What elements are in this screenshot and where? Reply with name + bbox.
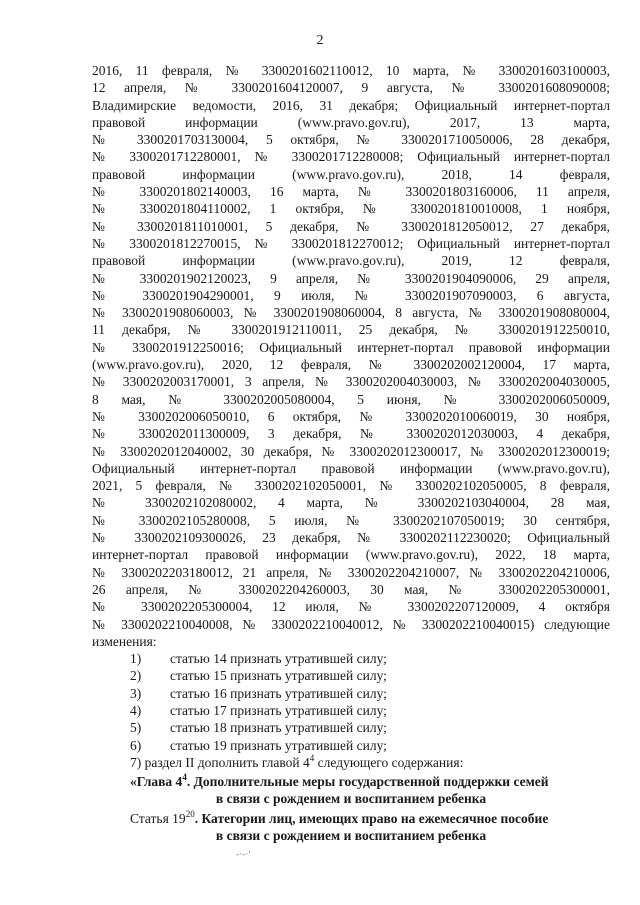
text-line: № 3300202203180012, 21 апреля, № 3300202204210007, № 3300202204210006, [92,564,610,580]
text-line: № 3300201902120023, 9 апреля, № 3300201904090006, 29 апреля, [92,270,610,286]
article-heading-line-2: в связи с рождением и воспитанием ребенка [215,828,487,844]
list-item-number: 4) [130,702,142,718]
text-line: № 3300202003170001, 3 апреля, № 3300202004030003, № 3300202004030005, [92,374,610,390]
paragraph-last-line: изменения: [92,633,157,649]
text-line: 26 апреля, № 3300202204260003, 30 мая, № 3300202205300001, [92,581,610,597]
text-line: № 3300202006050010, 6 октября, № 3300202010060019, 30 ноября, [92,408,610,424]
text-line: № 3300202102080002, 4 марта, № 3300202103040004, 28 мая, [92,495,610,511]
item-7-text-end: следующего содержания: [314,754,464,770]
text-line: № 3300201703130004, 5 октября, № 3300201710050006, 28 декабря, [92,132,610,148]
chapter-heading [92,773,610,808]
text-line: № 3300201804110002, 1 октября, № 3300201810010008, 1 ноября, [92,201,610,217]
text-line: № 3300202011300009, 3 декабря, № 3300202012030003, 4 декабря, [92,426,610,442]
article-heading [92,810,610,845]
text-line: (www.pravo.gov.ru), 2020, 12 февраля, № 3300202002120004, 17 марта, [92,357,610,373]
text-line: № 3300201712280001, № 3300201712280008; Официальный интернет-портал [92,149,610,165]
page-number: 2 [316,33,324,48]
item-7-line [92,754,610,771]
text-line: правовой информации (www.pravo.gov.ru), 2017, 13 марта, [92,114,610,130]
list-item [92,667,610,684]
text-line: 2021, 5 февраля, № 3300202102050001, № 3300202102050005, 8 февраля, [92,478,610,494]
chapter-sup: 4 [182,772,187,783]
text-line: № 3300201908060003, № 3300201908060004, 8 августа, № 3300201908080004, [92,305,610,321]
list-item-text: статью 14 признать утратившей силу; [170,651,387,667]
article-heading-line-1 [92,810,610,827]
sources-paragraph [92,62,610,633]
list-item-text: статью 15 признать утратившей силу; [170,668,387,684]
list-item-number: 1) [130,651,142,667]
text-line: № 3300201912250016; Официальный интернет-портал правовой информации [92,339,610,355]
chapter-title: . Дополнительные меры государственной поддержки семей [186,774,549,790]
list-item-number: 5) [130,720,142,736]
list-item-text: статью 17 признать утратившей силу; [170,702,387,718]
text-line: № 3300202105280008, 5 июля, № 3300202107050019; 30 сентября, [92,512,610,528]
item-7-text: 7) раздел II дополнить главой 4 [130,754,310,770]
list-item-number: 2) [130,668,142,684]
text-line: № 3300201904290001, 9 июля, № 3300201907090003, 6 августа, [92,287,610,303]
text-line: Владимирские ведомости, 2016, 31 декабря; Официальный интернет-портал [92,97,610,113]
text-line: № 3300202012040002, 30 декабря, № 3300202012300017, № 3300202012300019; [92,443,610,459]
chapter-prefix: «Глава 4 [130,774,183,790]
list-item [92,685,610,702]
list-item-text: статью 16 признать утратившей силу; [170,685,387,701]
amendments-list [92,650,610,754]
text-line: интернет-портал правовой информации (www.pravo.gov.ru), 2022, 18 марта, [92,547,610,563]
item-7-sup: 4 [309,752,315,763]
list-item [92,719,610,736]
text-line: Официальный интернет-портал правовой информации (www.pravo.gov.ru), [92,460,610,476]
list-item [92,650,610,667]
text-line: 11 декабря, № 3300201912110011, 25 декабря, № 3300201912250010, [92,322,610,338]
article-prefix: Статья 19 [130,810,186,826]
text-line: № 3300202205300004, 12 июля, № 3300202207120009, 4 октября [92,599,610,615]
article-title: . Категории лиц, имеющих право на ежемесячное пособие [194,810,549,826]
text-line: 8 мая, № 3300202005080004, 5 июня, № 3300202006050009, [92,391,610,407]
list-item [92,737,610,754]
text-line: № 3300201812270015, № 3300201812270012; Официальный интернет-портал [92,235,610,251]
list-item-number: 6) [130,737,142,753]
chapter-heading-line-1 [92,773,610,790]
list-item-number: 3) [130,685,142,701]
list-item-text: статью 18 признать утратившей силу; [170,720,387,736]
chapter-heading-line-2: в связи с рождением и воспитанием ребенка [215,791,487,807]
text-line: № 3300202109300026, 23 декабря, № 3300202112230020; Официальный [92,530,610,546]
document-body [92,62,610,844]
text-line: 2016, 11 февраля, № 3300201602110012, 10 марта, № 3300201603100003, [92,63,610,78]
article-sup: 20 [185,808,195,819]
text-line: правовой информации (www.pravo.gov.ru), 2018, 14 февраля, [92,166,610,182]
text-line: правовой информации (www.pravo.gov.ru), 2019, 12 февраля, [92,253,610,269]
text-line: № 3300201802140003, 16 марта, № 3300201803160006, 11 апреля, [92,184,610,200]
list-item [92,702,610,719]
scan-mark: -·-·' [236,850,251,860]
list-item-text: статью 19 признать утратившей силу; [170,737,387,753]
text-line: № 3300201811010001, 5 декабря, № 3300201812050012, 27 декабря, [92,218,610,234]
text-line: 12 апреля, № 3300201604120007, 9 августа, № 3300201608090008; [92,80,610,96]
text-line: № 3300202210040008, № 3300202210040012, № 3300202210040015) следующие [92,616,610,632]
